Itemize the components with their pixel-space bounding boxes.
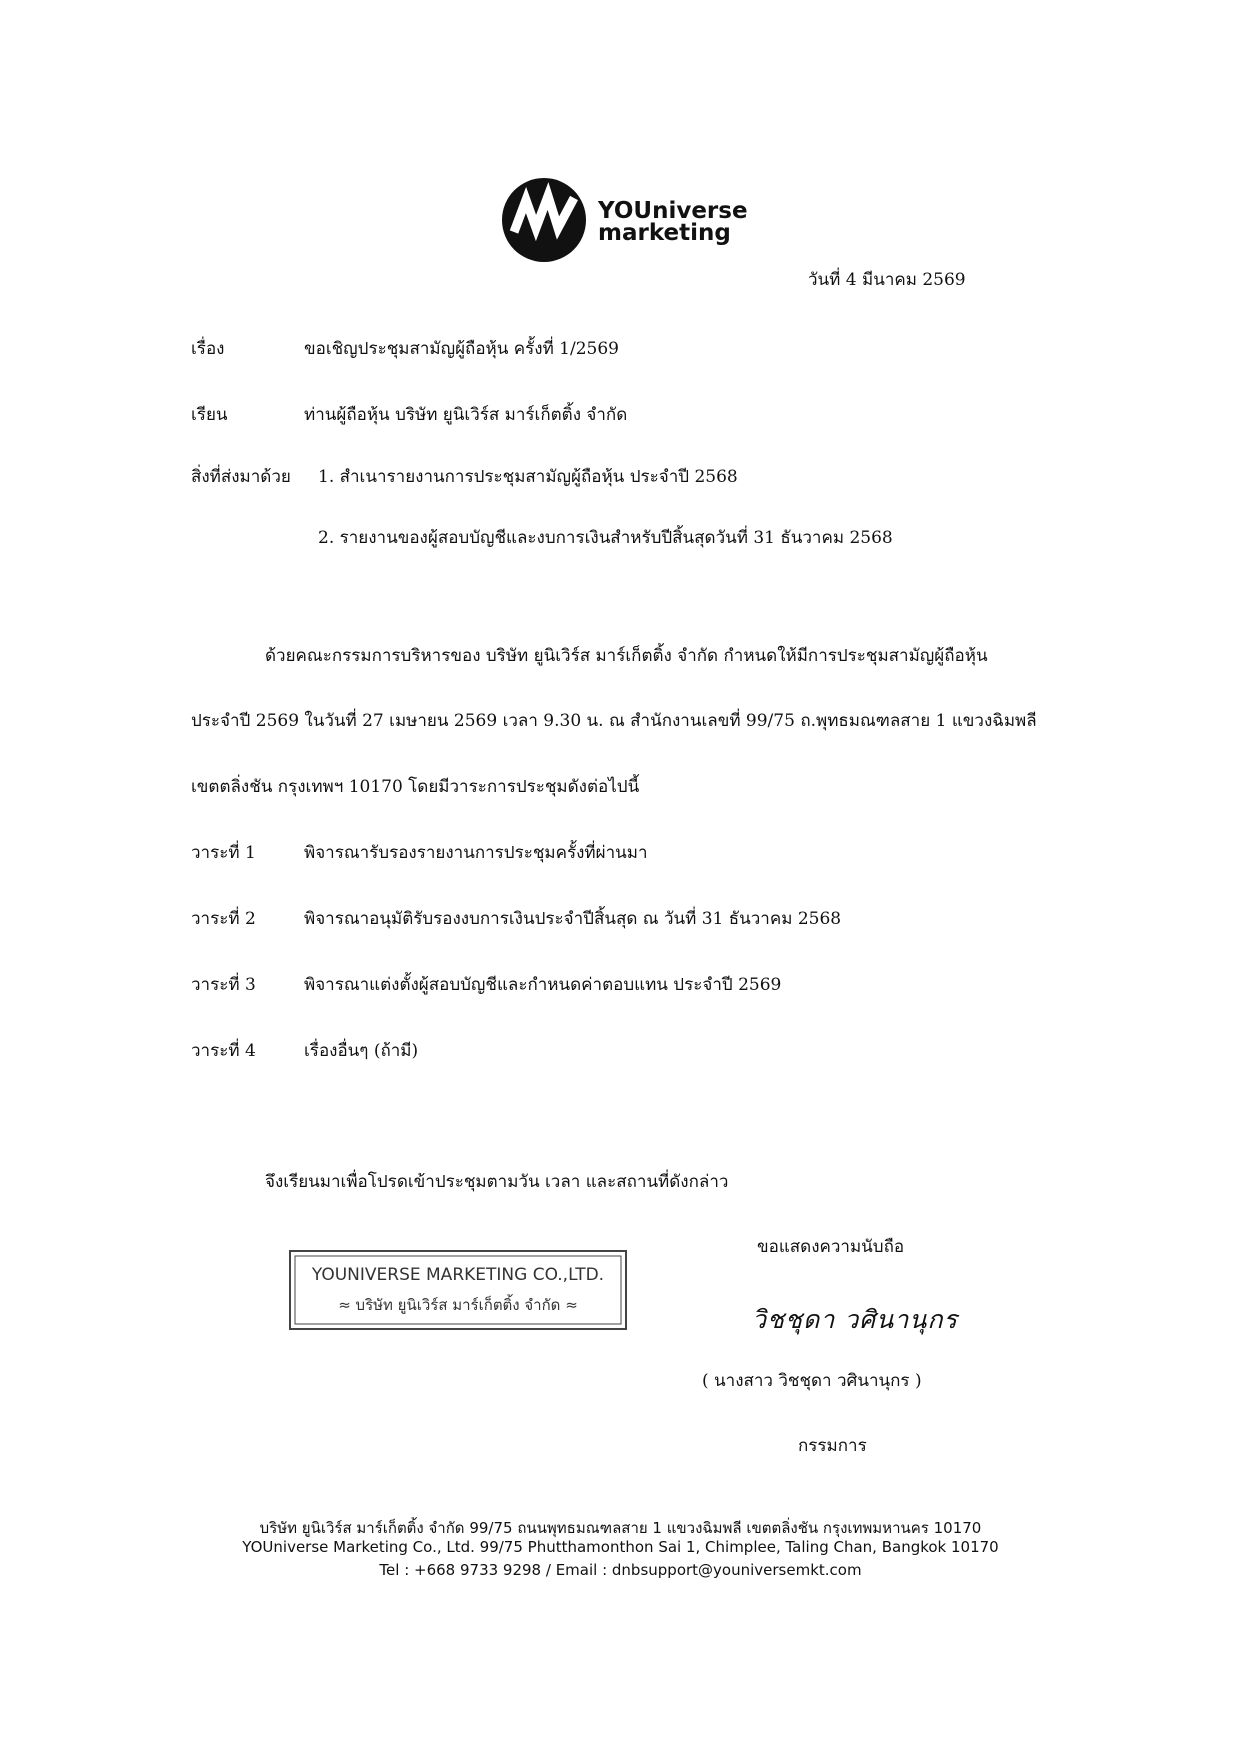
company-stamp xyxy=(288,1249,628,1331)
stamp-ornament-left-icon: ≈ xyxy=(338,1296,356,1314)
body-line-1: ด้วยคณะกรรมการบริหารของ บริษัท ยูนิเวิร์ส มาร์เก็ตติ้ง จำกัด กำหนดให้มีการประชุมสามัญผู้ถือหุ้น xyxy=(265,646,988,666)
agenda-text-1: พิจารณารับรองรายงานการประชุมครั้งที่ผ่านมา xyxy=(304,843,648,863)
logo-text-marketing: marketing xyxy=(598,220,731,246)
logo-mark-icon xyxy=(500,176,588,264)
subject-label: เรื่อง xyxy=(191,339,225,359)
enclosure-item-1: 1. สำเนารายงานการประชุมสามัญผู้ถือหุ้น ประจำปี 2568 xyxy=(318,467,738,487)
regards-text: ขอแสดงความนับถือ xyxy=(757,1237,905,1257)
agenda-label-1: วาระที่ 1 xyxy=(191,843,256,863)
stamp-thai-name: บริษัท ยูนิเวิร์ส มาร์เก็ตติ้ง จำกัด xyxy=(355,1296,561,1314)
footer-address-thai: บริษัท ยูนิเวิร์ส มาร์เก็ตติ้ง จำกัด 99/75 ถนนพุทธมณฑลสาย 1 แขวงฉิมพลี เขตตลิ่งชัน กรุงเทพมหานคร 10170 xyxy=(259,1519,982,1537)
letter-date: วันที่ 4 มีนาคม 2569 xyxy=(808,270,966,290)
agenda-label-4: วาระที่ 4 xyxy=(191,1041,256,1061)
stamp-thai-row xyxy=(288,1293,628,1317)
closing-text: จึงเรียนมาเพื่อโปรดเข้าประชุมตามวัน เวลา และสถานที่ดังกล่าว xyxy=(265,1172,729,1192)
addressee-text: ท่านผู้ถือหุ้น บริษัท ยูนิเวิร์ส มาร์เก็ตติ้ง จำกัด xyxy=(304,405,628,425)
stamp-english-name: YOUNIVERSE MARKETING CO.,LTD. xyxy=(311,1265,605,1285)
footer-contact: Tel : +668 9733 9298 / Email : dnbsupport@youniversemkt.com xyxy=(379,1561,862,1579)
addressee-label: เรียน xyxy=(191,405,228,425)
signatory-name: ( นางสาว วิชชุดา วศินานุกร ) xyxy=(702,1371,922,1391)
subject-text: ขอเชิญประชุมสามัญผู้ถือหุ้น ครั้งที่ 1/2569 xyxy=(304,339,619,359)
agenda-label-3: วาระที่ 3 xyxy=(191,975,256,995)
stamp-border xyxy=(288,1249,628,1331)
agenda-text-4: เรื่องอื่นๆ (ถ้ามี) xyxy=(304,1041,419,1061)
enclosures-label: สิ่งที่ส่งมาด้วย xyxy=(191,467,291,487)
signatory-title: กรรมการ xyxy=(798,1436,867,1456)
agenda-text-2: พิจารณาอนุมัติรับรองงบการเงินประจำปีสิ้นสุด ณ วันที่ 31 ธันวาคม 2568 xyxy=(304,909,842,929)
handwritten-signature: วิชชุดา วศินานุกร xyxy=(752,1305,958,1334)
company-logo xyxy=(500,180,760,260)
enclosure-item-2: 2. รายงานของผู้สอบบัญชีและงบการเงินสำหรับปีสิ้นสุดวันที่ 31 ธันวาคม 2568 xyxy=(318,528,893,548)
stamp-ornament-right-icon: ≈ xyxy=(560,1296,578,1314)
footer-address-english: YOUniverse Marketing Co., Ltd. 99/75 Phutthamonthon Sai 1, Chimplee, Taling Chan, Bangkok 10170 xyxy=(242,1538,999,1556)
body-line-2: ประจำปี 2569 ในวันที่ 27 เมษายน 2569 เวลา 9.30 น. ณ สำนักงานเลขที่ 99/75 ถ.พุทธมณฑลสาย 1 แขวงฉิมพลี xyxy=(191,711,1037,731)
agenda-label-2: วาระที่ 2 xyxy=(191,909,256,929)
agenda-text-3: พิจารณาแต่งตั้งผู้สอบบัญชีและกำหนดค่าตอบแทน ประจำปี 2569 xyxy=(304,975,782,995)
logo-text-youniverse: YOUniverse xyxy=(598,198,748,224)
body-line-3: เขตตลิ่งชัน กรุงเทพฯ 10170 โดยมีวาระการประชุมดังต่อไปนี้ xyxy=(191,777,640,797)
